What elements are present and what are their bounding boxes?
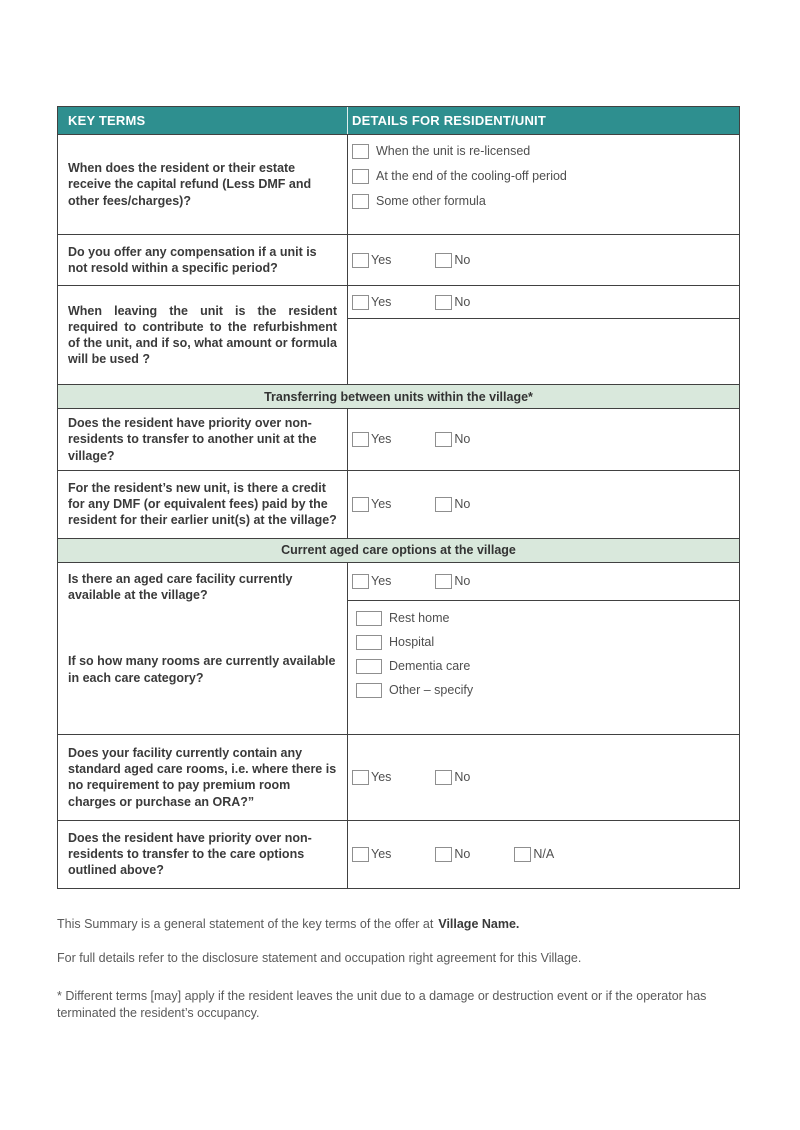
table-row-compensation [58, 234, 739, 285]
option-label: Rest home [389, 610, 450, 625]
option-hospital [356, 635, 735, 650]
transfer-priority-yes-checkbox[interactable] [352, 432, 369, 447]
cooling-off-checkbox[interactable] [352, 169, 369, 184]
dmf-credit-no-checkbox[interactable] [435, 497, 452, 512]
yes-label: Yes [371, 573, 392, 588]
option-cooling-off [352, 169, 735, 184]
no-label: No [454, 431, 471, 446]
table-row-standard-rooms [58, 734, 739, 820]
option-relicensed [352, 144, 735, 159]
option-label: At the end of the cooling-off period [376, 169, 567, 183]
option-label: Dementia care [389, 658, 471, 673]
section-aged-care: Current aged care options at the village [58, 538, 739, 562]
rest-home-checkbox[interactable] [356, 611, 382, 626]
question-care-priority: Does the resident have priority over non-residents to transfer to the care options outlined above? [68, 830, 312, 878]
option-label: When the unit is re-licensed [376, 144, 531, 158]
care-priority-no-checkbox[interactable] [435, 847, 452, 862]
relicensed-checkbox[interactable] [352, 144, 369, 159]
section-transferring: Transferring between units within the village* [58, 384, 739, 408]
no-label: No [454, 496, 471, 511]
refurbishment-no-checkbox[interactable] [435, 295, 452, 310]
option-other-specify [356, 683, 735, 698]
other-specify-checkbox[interactable] [356, 683, 382, 698]
question-aged-care-facility: Is there an aged care facility currently available at the village? [68, 571, 293, 602]
yes-label: Yes [371, 252, 392, 267]
aged-care-no-checkbox[interactable] [435, 574, 452, 589]
compensation-yes-checkbox[interactable] [352, 253, 369, 268]
refurbishment-yes-checkbox[interactable] [352, 295, 369, 310]
dementia-care-checkbox[interactable] [356, 659, 382, 674]
question-standard-rooms: Does your facility currently contain any standard aged care rooms, i.e. where there is no requirement to pay premium room charges or purchase an ORA?” [68, 745, 337, 809]
no-label: No [454, 252, 471, 267]
yes-label: Yes [371, 769, 392, 784]
aged-care-yes-checkbox[interactable] [352, 574, 369, 589]
yes-label: Yes [371, 496, 392, 511]
standard-rooms-yes-checkbox[interactable] [352, 770, 369, 785]
hospital-checkbox[interactable] [356, 635, 382, 650]
question-capital-refund: When does the resident or their estate receive the capital refund (Less DMF and other fees/charges)? [68, 161, 312, 208]
yes-no-na-group [352, 847, 554, 862]
option-dementia-care [356, 659, 735, 674]
option-rest-home [356, 611, 735, 626]
standard-rooms-no-checkbox[interactable] [435, 770, 452, 785]
table-row-refurbishment [58, 285, 739, 384]
summary-prefix: This Summary is a general statement of the key terms of the offer at [57, 916, 434, 931]
no-label: No [454, 846, 471, 861]
full-details-note: For full details refer to the disclosure statement and occupation right agreement for this Village. [57, 951, 582, 966]
yes-no-group [352, 497, 470, 512]
table-header-row [58, 107, 739, 134]
summary-statement [57, 916, 725, 934]
transfer-priority-no-checkbox[interactable] [435, 432, 452, 447]
table-row-care-priority [58, 820, 739, 888]
capital-refund-options [348, 135, 739, 234]
yes-label: Yes [371, 294, 392, 309]
table-row-dmf-credit [58, 470, 739, 538]
yes-label: Yes [371, 431, 392, 446]
care-priority-yes-checkbox[interactable] [352, 847, 369, 862]
dmf-credit-yes-checkbox[interactable] [352, 497, 369, 512]
no-label: No [454, 294, 471, 309]
na-label: N/A [533, 846, 555, 861]
yes-no-group [352, 432, 470, 447]
table-row-transfer-priority [58, 408, 739, 470]
care-category-options [348, 601, 739, 698]
no-label: No [454, 573, 471, 588]
care-priority-na-checkbox[interactable] [514, 847, 531, 862]
key-terms-header: KEY TERMS [58, 107, 348, 134]
question-refurbishment: When leaving the unit is the resident required to contribute to the refurbishment of the unit, and if so, what amount or formula will be used ? [68, 303, 337, 367]
option-label: Other – specify [389, 682, 474, 697]
table-row-capital-refund [58, 134, 739, 234]
details-header: DETAILS FOR RESIDENT/UNIT [352, 113, 546, 128]
yes-no-group [352, 770, 470, 785]
compensation-no-checkbox[interactable] [435, 253, 452, 268]
option-label: Some other formula [376, 194, 486, 208]
no-label: No [454, 769, 471, 784]
other-formula-checkbox[interactable] [352, 194, 369, 209]
footnote-different-terms: * Different terms [may] apply if the resident leaves the unit due to a damage or destruction event or if the operator has terminated the resident’s occupancy. [57, 988, 707, 1021]
refurbishment-answer-area[interactable] [348, 319, 739, 384]
yes-no-group [352, 574, 470, 589]
table-row-aged-care [58, 562, 739, 734]
option-label: Hospital [389, 634, 435, 649]
yes-no-group [352, 253, 470, 268]
option-other-formula [352, 194, 735, 209]
question-compensation: Do you offer any compensation if a unit is not resold within a specific period? [68, 244, 317, 275]
question-transfer-priority: Does the resident have priority over non-residents to transfer to another unit at the village? [68, 416, 317, 463]
yes-no-group [352, 295, 470, 310]
question-rooms-available: If so how many rooms are currently available in each care category? [68, 654, 336, 685]
yes-label: Yes [371, 846, 392, 861]
key-terms-table [57, 106, 740, 889]
village-name: Village Name. [438, 916, 520, 931]
question-dmf-credit: For the resident’s new unit, is there a credit for any DMF (or equivalent fees) paid by the resident for their earlier unit(s) at the village? [68, 480, 337, 528]
